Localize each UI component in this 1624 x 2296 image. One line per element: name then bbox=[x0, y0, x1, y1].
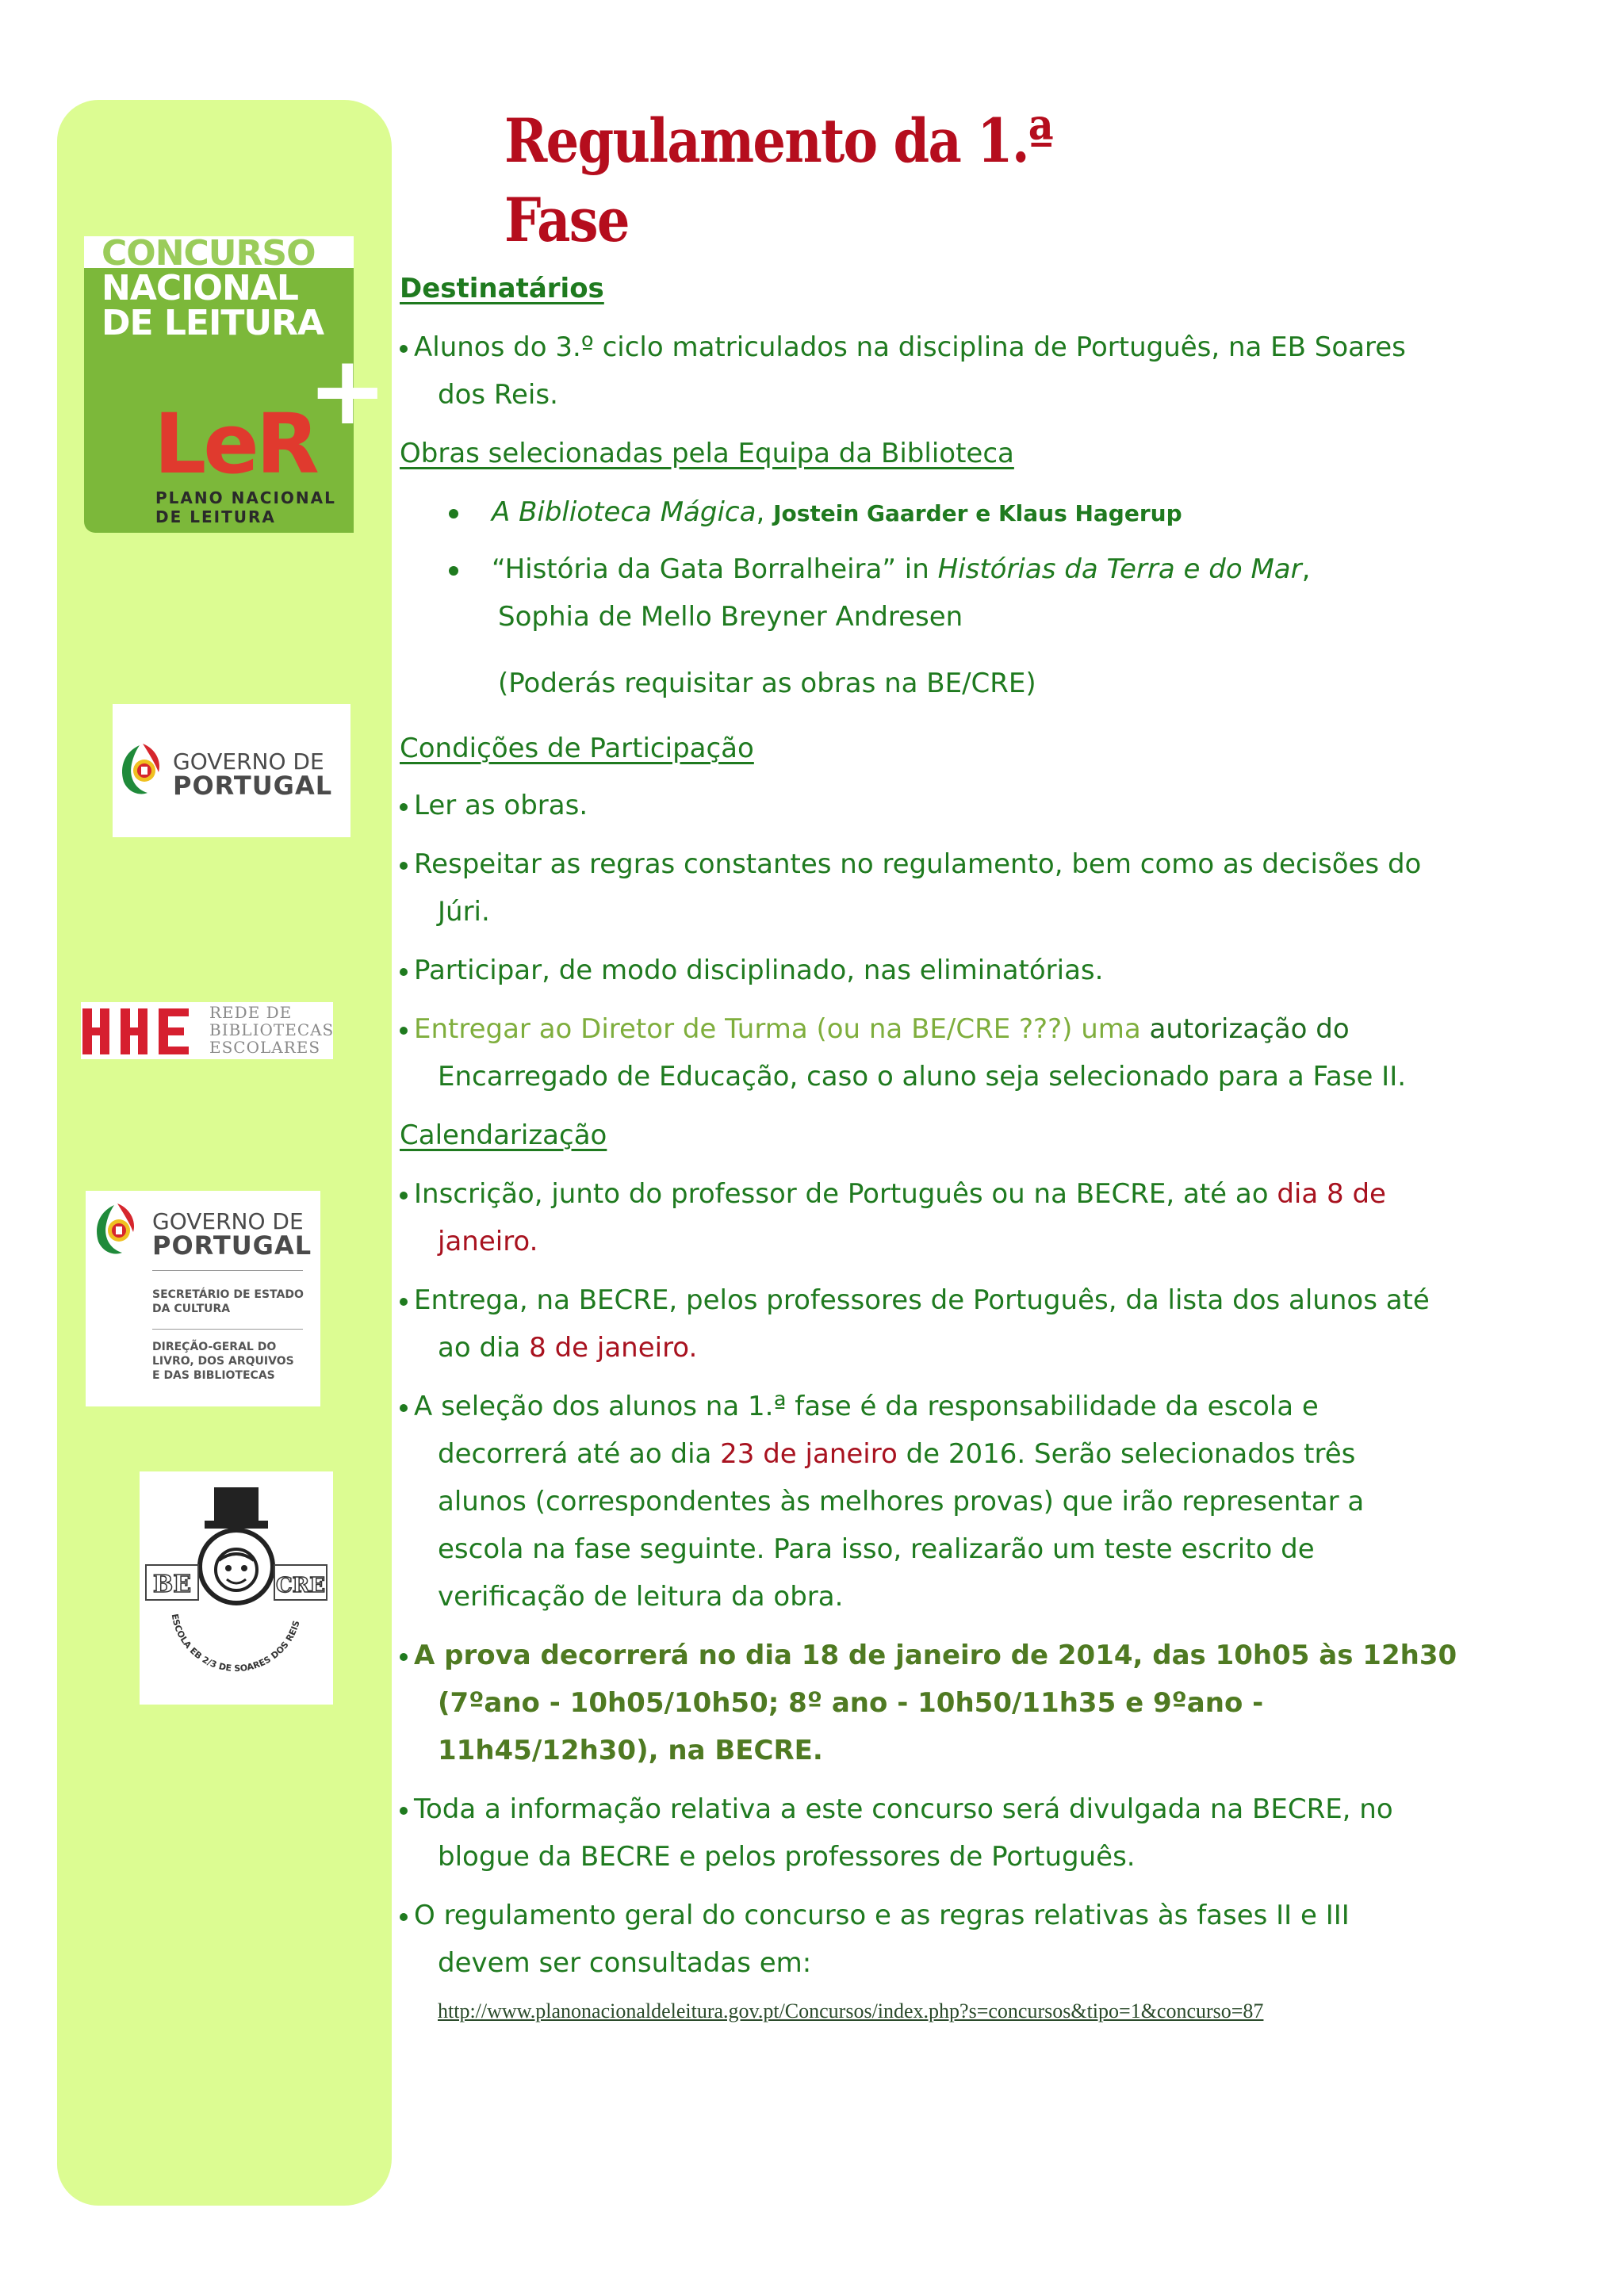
section-heading-obras: Obras selecionadas pela Equipa da Biblioteca bbox=[400, 438, 1014, 469]
rbe-mark-icon bbox=[81, 1005, 200, 1058]
section-heading-destinatarios: Destinatários bbox=[400, 273, 604, 304]
book-title: “História da Gata Borralheira” in bbox=[492, 553, 938, 585]
bullet-icon bbox=[400, 1653, 408, 1661]
list-item-continuation: devem ser consultadas em: bbox=[438, 1947, 812, 1979]
list-item bbox=[400, 1640, 1457, 1671]
section-heading-condicoes: Condições de Participação bbox=[400, 733, 754, 764]
list-item-text: autorização do bbox=[1149, 1013, 1350, 1045]
list-item bbox=[400, 848, 1421, 880]
list-item-text: Entrega, na BECRE, pelos professores de Português, da lista dos alunos até bbox=[414, 1284, 1430, 1316]
ler-wordmark: LeR bbox=[154, 396, 316, 492]
list-item-continuation: verificação de leitura da obra. bbox=[438, 1581, 844, 1613]
bullet-icon bbox=[400, 968, 408, 976]
list-item-text: Ler as obras. bbox=[414, 790, 588, 821]
list-item bbox=[400, 955, 1103, 986]
becre-be-text: BE bbox=[152, 1571, 192, 1598]
becre-emblem-icon bbox=[140, 1471, 333, 1705]
portugal-emblem-icon bbox=[90, 1200, 141, 1257]
rbe-line: ESCOLARES bbox=[209, 1038, 321, 1057]
rbe-line: REDE DE bbox=[209, 1003, 293, 1022]
bullet-icon bbox=[400, 345, 408, 353]
bullet-icon bbox=[449, 566, 458, 576]
gov2-sub-line: DA CULTURA bbox=[152, 1303, 231, 1315]
rbe-text bbox=[209, 1004, 334, 1056]
list-item-continuation: alunos (correspondentes às melhores provas) que irão representar a bbox=[438, 1486, 1365, 1517]
list-item-continuation bbox=[438, 1438, 1355, 1470]
list-item bbox=[400, 1900, 1350, 1931]
becre-logo bbox=[140, 1471, 333, 1705]
regulamento-link[interactable]: http://www.planonacionaldeleitura.gov.pt/Concursos/index.php?s=concursos&tipo=1&concurso=87 bbox=[438, 1999, 1264, 2022]
list-item-text: de 2016. Serão selecionados três bbox=[897, 1438, 1356, 1470]
list-item bbox=[400, 1793, 1393, 1825]
list-item-text: Participar, de modo disciplinado, nas eliminatórias. bbox=[414, 955, 1104, 986]
list-item-continuation: Júri. bbox=[438, 896, 490, 928]
page-title: Regulamento da 1.ª Fase bbox=[504, 105, 1053, 255]
list-item bbox=[400, 331, 1406, 363]
gov2-sub-line: SECRETÁRIO DE ESTADO bbox=[152, 1288, 304, 1301]
list-item bbox=[400, 1013, 1350, 1045]
list-item bbox=[449, 496, 1182, 528]
becre-cre-text: CRE bbox=[275, 1574, 326, 1598]
list-item-continuation: blogue da BECRE e pelos professores de Português. bbox=[438, 1841, 1136, 1873]
date-text: 8 de janeiro. bbox=[529, 1332, 698, 1364]
concurso-nacional-leitura-logo bbox=[84, 233, 388, 533]
becre-ring-text bbox=[170, 1613, 302, 1674]
bullet-icon bbox=[400, 803, 408, 811]
separator-text: , bbox=[756, 496, 765, 528]
governo-portugal-text bbox=[173, 748, 333, 801]
rede-bibliotecas-escolares-logo bbox=[81, 1002, 333, 1059]
list-item bbox=[400, 1284, 1430, 1316]
rbe-line: BIBLIOTECAS bbox=[209, 1020, 335, 1039]
list-item-text: A prova decorrerá no dia 18 de janeiro de 2014, das 10h05 às 12h30 bbox=[414, 1640, 1457, 1671]
book-author: Sophia de Mello Breyner Andresen bbox=[498, 601, 963, 633]
list-item-text: ao dia bbox=[438, 1332, 530, 1364]
logo-sub-line: DE LEITURA bbox=[155, 507, 276, 526]
bullet-icon bbox=[400, 862, 408, 870]
logo-title-line: DE LEITURA bbox=[102, 303, 324, 343]
logo-title-line: NACIONAL bbox=[102, 268, 298, 308]
gov-line-1: GOVERNO DE bbox=[152, 1208, 304, 1234]
list-item-continuation: Encarregado de Educação, caso o aluno seja selecionado para a Fase II. bbox=[438, 1061, 1407, 1093]
list-item-continuation: escola na fase seguinte. Para isso, realizarão um teste escrito de bbox=[438, 1533, 1315, 1565]
bullet-icon bbox=[400, 1298, 408, 1306]
list-item-continuation: 11h45/12h30), na BECRE. bbox=[438, 1735, 823, 1766]
date-text: dia 8 de bbox=[1277, 1178, 1386, 1210]
gov2-sub-line: E DAS BIBLIOTECAS bbox=[152, 1369, 275, 1382]
list-item bbox=[400, 1178, 1386, 1210]
bullet-icon bbox=[400, 1913, 408, 1921]
governo-portugal-cultura-logo bbox=[86, 1191, 320, 1406]
list-item-continuation bbox=[438, 1332, 697, 1364]
sidebar-panel bbox=[57, 100, 392, 2206]
portugal-emblem-icon bbox=[116, 740, 167, 798]
list-item-text: A seleção dos alunos na 1.ª fase é da responsabilidade da escola e bbox=[414, 1391, 1319, 1422]
separator-text: , bbox=[1301, 553, 1311, 585]
list-item-continuation: (7ºano - 10h05/10h50; 8º ano - 10h50/11h35 e 9ºano - bbox=[438, 1687, 1264, 1719]
gov-line-2: PORTUGAL bbox=[152, 1230, 312, 1261]
governo-portugal-logo bbox=[113, 704, 350, 837]
plano-nacional-leitura-text bbox=[155, 488, 336, 526]
bullet-icon bbox=[449, 509, 458, 519]
list-item-text: O regulamento geral do concurso e as regras relativas às fases II e III bbox=[414, 1900, 1350, 1931]
list-item-continuation: dos Reis. bbox=[438, 379, 558, 411]
gov2-sub-line: DIREÇÃO-GERAL DO bbox=[152, 1341, 277, 1353]
logo-sub-line: PLANO NACIONAL bbox=[155, 488, 336, 507]
direcao-geral-text bbox=[152, 1340, 294, 1383]
book-collection: Histórias da Terra e do Mar bbox=[937, 553, 1302, 585]
list-item bbox=[400, 1391, 1319, 1422]
list-item-text: Alunos do 3.º ciclo matriculados na disciplina de Português, na EB Soares bbox=[414, 331, 1406, 363]
list-item bbox=[400, 790, 588, 821]
secretario-estado-text bbox=[152, 1288, 304, 1316]
date-text: janeiro. bbox=[438, 1226, 538, 1257]
gov2-sub-line: LIVRO, DOS ARQUIVOS bbox=[152, 1355, 294, 1368]
logo-title bbox=[102, 233, 324, 343]
list-item-text: Inscrição, junto do professor de Português ou na BECRE, até ao bbox=[414, 1178, 1277, 1210]
bullet-icon bbox=[400, 1807, 408, 1815]
divider bbox=[152, 1329, 303, 1330]
bullet-icon bbox=[400, 1192, 408, 1200]
becre-ring-textpath: ESCOLA EB 2/3 DE SOARES DOS REIS bbox=[169, 1613, 302, 1674]
bullet-icon bbox=[400, 1404, 408, 1412]
bullet-icon bbox=[400, 1027, 408, 1035]
logo-title-line: CONCURSO bbox=[102, 233, 316, 274]
gov-line-2: PORTUGAL bbox=[173, 771, 333, 801]
note-text: (Poderás requisitar as obras na BE/CRE) bbox=[498, 668, 1036, 699]
divider bbox=[152, 1270, 303, 1271]
section-heading-calendarizacao: Calendarização bbox=[400, 1119, 607, 1151]
list-item-text: Toda a informação relativa a este concurso será divulgada na BECRE, no bbox=[414, 1793, 1393, 1825]
gov-line-1: GOVERNO DE bbox=[173, 748, 324, 775]
list-item bbox=[449, 553, 1310, 585]
governo-portugal-text bbox=[152, 1208, 312, 1261]
list-item-text: decorrerá até ao dia bbox=[438, 1438, 721, 1470]
book-authors: Jostein Gaarder e Klaus Hagerup bbox=[773, 500, 1182, 526]
date-text: 23 de janeiro bbox=[720, 1438, 898, 1470]
list-item-text: Entregar ao Diretor de Turma (ou na BE/CRE ???) uma bbox=[414, 1013, 1150, 1045]
list-item-text: Respeitar as regras constantes no regulamento, bem como as decisões do bbox=[414, 848, 1422, 880]
plus-icon: + bbox=[308, 336, 388, 446]
book-title: A Biblioteca Mágica bbox=[492, 496, 756, 528]
